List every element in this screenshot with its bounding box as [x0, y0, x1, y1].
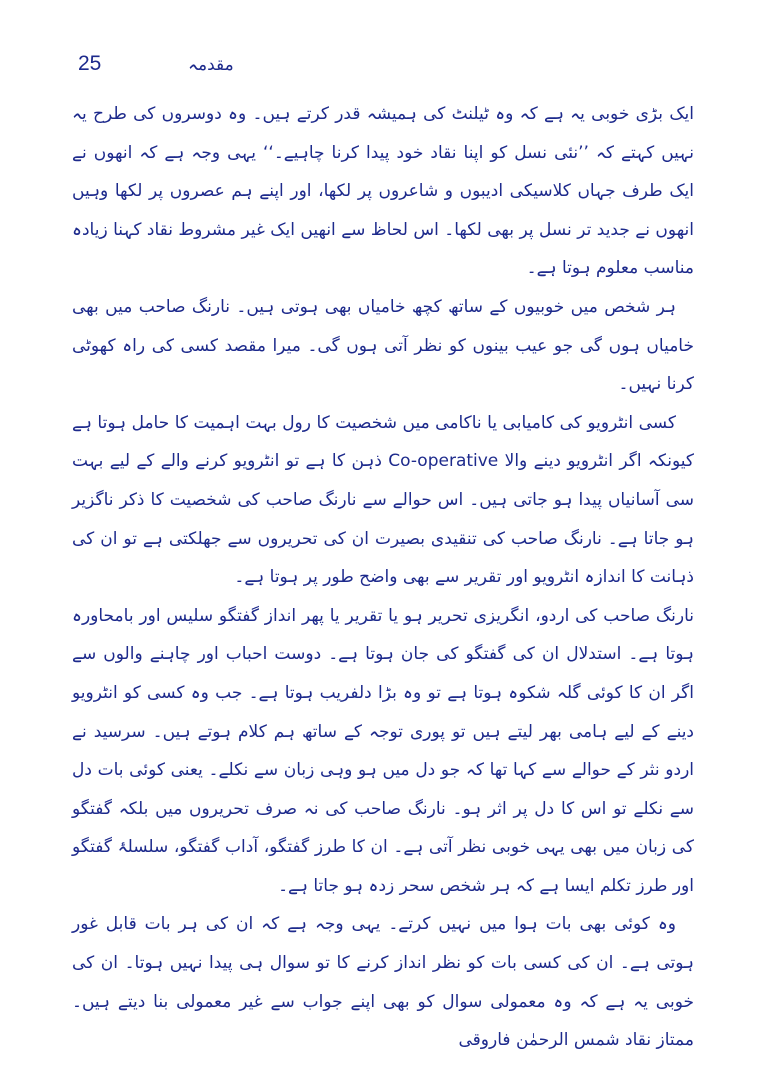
paragraph: کسی انٹرویو کی کامیابی یا ناکامی میں شخصیت کا رول بہت اہمیت کا حامل ہوتا ہے کیونکہ اگر انٹرویو دینے والا Co-operative ذہن کا ہے تو انٹرویو کرنے والے کے لیے بہت سی آسانیاں پیدا ہو جاتی ہیں۔ اس حوالے سے نارنگ صاحب کی شخصیت کا ذکر ناگزیر ہو جاتا ہے۔ نارنگ صاحب کی تنقیدی بصیرت ان کی تحریروں سے جھلکتی ہے تو ان کی ذہانت کا اندازہ انٹرویو اور تقریر سے بھی واضح طور پر ہوتا ہے۔	[72, 412, 694, 588]
page-header	[78, 52, 258, 82]
running-title: مقدمہ	[188, 55, 234, 75]
paragraph: نارنگ صاحب کی اردو، انگریزی تحریر ہو یا تقریر یا پھر انداز گفتگو سلیس اور بامحاورہ ہوتا ہے۔ استدلال ان کی گفتگو کی جان ہوتا ہے۔ دوست احباب اور چاہنے والوں سے اگر ان کا کوئی گلہ شکوہ ہوتا ہے تو وہ بڑا دلفریب ہوتا ہے۔ جب وہ کسی کو انٹرویو دینے کے لیے ہامی بھر لیتے ہیں تو پوری توجہ کے ساتھ ہم کلام ہوتے ہیں۔ سرسید نے اردو نثر کے حوالے سے کہا تھا کہ جو دل میں ہو وہی زبان سے نکلے۔ یعنی کوئی بات دل سے نکلے تو اس کا دل پر اثر ہو۔ نارنگ صاحب کی نہ صرف تحریروں میں بلکہ گفتگو کی زبان میں بھی یہی خوبی نظر آتی ہے۔ ان کا طرز گفتگو، آداب گفتگو، سلسلۂ گفتگو اور طرز تکلم ایسا ہے کہ ہر شخص سحر زدہ ہو جاتا ہے۔	[72, 605, 694, 896]
paragraph: ایک بڑی خوبی یہ ہے کہ وہ ٹیلنٹ کی ہمیشہ قدر کرتے ہیں۔ وہ دوسروں کی طرح یہ نہیں کہتے کہ ’’نئی نسل کو اپنا نقاد خود پیدا کرنا چاہیے۔‘‘ یہی وجہ ہے کہ انھوں نے ایک طرف جہاں کلاسیکی ادیبوں و شاعروں پر لکھا، اور اپنے ہم عصروں پر لکھا وہیں انھوں نے جدید تر نسل پر بھی لکھا۔ اس لحاظ سے انھیں ایک غیر مشروط نقاد کہنا زیادہ مناسب معلوم ہوتا ہے۔	[72, 104, 694, 279]
paragraph: وہ کوئی بھی بات ہوا میں نہیں کرتے۔ یہی وجہ ہے کہ ان کی ہر بات قابل غور ہوتی ہے۔ ان کی کسی بات کو نظر انداز کرنے کا تو سوال ہی پیدا نہیں ہوتا۔ ان کی خوبی یہ ہے کہ وہ معمولی سوال کو بھی اپنے جواب سے غیر معمولی بنا دیتے ہیں۔ ممتاز نقاد شمس الرحمٰن فاروقی	[72, 914, 694, 1051]
page-number: 25	[78, 52, 102, 75]
body-text	[72, 95, 694, 1060]
paragraph: ہر شخص میں خوبیوں کے ساتھ کچھ خامیاں بھی ہوتی ہیں۔ نارنگ صاحب میں بھی خامیاں ہوں گی جو عیب بینوں کو نظر آتی ہوں گی۔ میرا مقصد کسی کی راہ کھوٹی کرنا نہیں۔	[72, 296, 694, 395]
